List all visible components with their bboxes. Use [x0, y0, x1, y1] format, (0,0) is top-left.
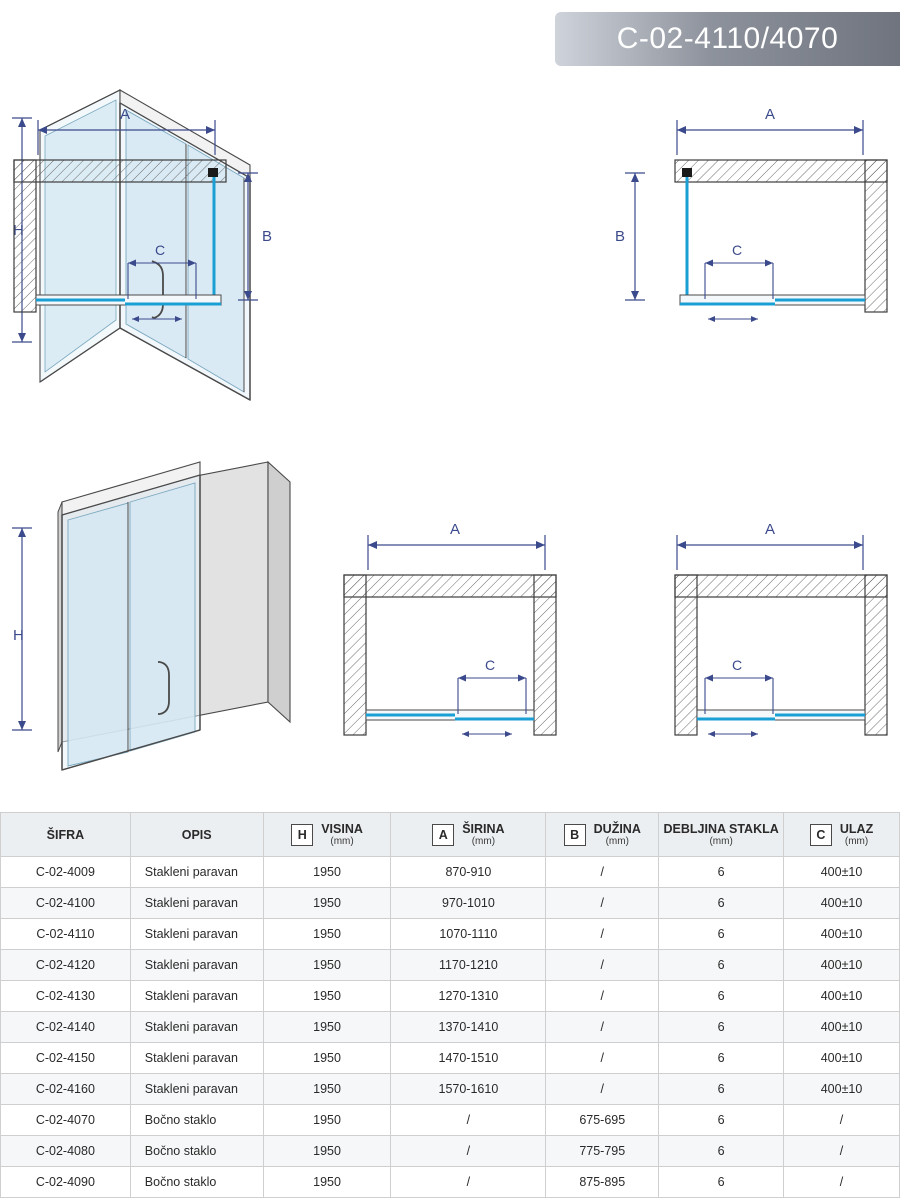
table-header-label: VISINA (mm)	[321, 822, 363, 847]
table-cell: 1950	[263, 919, 391, 950]
table-cell: 400±10	[784, 1043, 900, 1074]
table-cell: Stakleni paravan	[130, 919, 263, 950]
dimension-a-6	[677, 535, 863, 570]
dimension-b-3	[625, 173, 645, 300]
table-row	[1, 1043, 900, 1074]
table-cell: 1950	[263, 1136, 391, 1167]
table-cell: 1950	[263, 950, 391, 981]
table-cell: 6	[659, 1043, 784, 1074]
drawing-plan-view-left	[0, 85, 300, 365]
table-cell: /	[546, 857, 659, 888]
table-cell: 6	[659, 1012, 784, 1043]
table-cell: 1370-1410	[391, 1012, 546, 1043]
sliding-door-right-2	[130, 483, 195, 751]
table-body	[1, 857, 900, 1198]
header-symbol-b-icon: B	[564, 824, 586, 846]
product-title-banner	[555, 12, 900, 66]
table-cell: 870-910	[391, 857, 546, 888]
slide-direction-arrows-6	[708, 731, 758, 737]
table-cell: Stakleni paravan	[130, 888, 263, 919]
table-row	[1, 1167, 900, 1198]
table-cell: /	[546, 1012, 659, 1043]
table-header-label: ŠIFRA	[46, 827, 85, 842]
wall-top-5	[344, 575, 556, 597]
table-cell: 400±10	[784, 1012, 900, 1043]
table-header-label: DUŽINA (mm)	[593, 822, 641, 847]
table-cell: 6	[659, 1105, 784, 1136]
table-cell: 6	[659, 1167, 784, 1198]
header-symbol-h-icon: H	[291, 824, 313, 846]
table-header-label: OPIS	[181, 827, 212, 842]
wall-left-5	[344, 575, 366, 735]
table-cell: Stakleni paravan	[130, 857, 263, 888]
dimension-c-3	[705, 260, 773, 300]
sliding-door-left-2	[68, 503, 128, 766]
dimension-a-2	[38, 120, 215, 155]
table-cell: 1950	[263, 888, 391, 919]
table-cell: /	[546, 1043, 659, 1074]
header-symbol-a-icon: A	[432, 824, 454, 846]
table-cell: /	[391, 1167, 546, 1198]
table-cell: 970-1010	[391, 888, 546, 919]
slide-direction-arrows-5	[462, 731, 512, 737]
dimension-a-5	[368, 535, 545, 570]
dimension-label-c-2: C	[155, 242, 166, 258]
table-cell: 1950	[263, 857, 391, 888]
table-cell: C-02-4009	[1, 857, 131, 888]
table-cell: C-02-4120	[1, 950, 131, 981]
table-header-unit: (mm)	[844, 836, 869, 847]
table-cell: 1950	[263, 1167, 391, 1198]
table-cell: 1950	[263, 1074, 391, 1105]
table-cell: 400±10	[784, 919, 900, 950]
table-cell: 1950	[263, 1105, 391, 1136]
dimension-label-c-6: C	[732, 657, 743, 673]
table-header-row	[1, 813, 900, 857]
slide-direction-arrows-2	[132, 316, 182, 322]
table-row	[1, 1136, 900, 1167]
table-header-cell-3	[391, 813, 546, 857]
table-row	[1, 857, 900, 888]
dimension-label-b-3: B	[615, 228, 626, 245]
dimension-label-h-2: H	[13, 627, 24, 644]
wall-top-6	[675, 575, 887, 597]
table-row	[1, 1074, 900, 1105]
table-cell: C-02-4070	[1, 1105, 131, 1136]
table-header-cell-0	[1, 813, 131, 857]
table-row	[1, 950, 900, 981]
table-cell: Stakleni paravan	[130, 1043, 263, 1074]
glass-connector-2	[208, 168, 218, 177]
table-header-label: DEBLJINA STAKLA (mm)	[663, 822, 779, 847]
dimension-label-a-3: A	[765, 106, 776, 123]
table-cell: /	[784, 1136, 900, 1167]
table-cell: 1950	[263, 981, 391, 1012]
table-header-cell-5	[659, 813, 784, 857]
table-cell: Bočno staklo	[130, 1136, 263, 1167]
slide-direction-arrows-3	[708, 316, 758, 322]
dimension-label-b-2: B	[262, 228, 273, 245]
table-header-cell-4	[546, 813, 659, 857]
niche-right-wall	[268, 462, 290, 722]
table-cell: C-02-4090	[1, 1167, 131, 1198]
table-cell: 1470-1510	[391, 1043, 546, 1074]
table-row	[1, 1105, 900, 1136]
table-cell: Bočno staklo	[130, 1105, 263, 1136]
drawing-3d-niche-enclosure	[0, 440, 340, 800]
dimension-label-c-5: C	[485, 657, 496, 673]
table-cell: 400±10	[784, 1074, 900, 1105]
table-cell: 6	[659, 981, 784, 1012]
wall-right-6	[865, 575, 887, 735]
table-cell: Stakleni paravan	[130, 950, 263, 981]
table-header-unit: (mm)	[605, 836, 629, 847]
table-cell: 875-895	[546, 1167, 659, 1198]
table-row	[1, 919, 900, 950]
wall-right-5	[534, 575, 556, 735]
table-cell: Stakleni paravan	[130, 981, 263, 1012]
table-row	[1, 1012, 900, 1043]
table-header-cell-1	[130, 813, 263, 857]
table-header-label: ULAZ (mm)	[839, 822, 874, 847]
table-cell: /	[546, 950, 659, 981]
header-symbol-c-icon: C	[810, 824, 832, 846]
table-cell: /	[784, 1105, 900, 1136]
dimension-c-5	[458, 675, 526, 715]
table-cell: 6	[659, 857, 784, 888]
table-cell: 6	[659, 950, 784, 981]
table-cell: 6	[659, 1136, 784, 1167]
page-title: C-02-4110/4070	[616, 22, 839, 55]
dimension-label-a-2: A	[120, 106, 131, 123]
specification-table	[0, 812, 900, 1198]
wall-top-2	[14, 160, 226, 182]
dimension-label-a-5: A	[450, 521, 461, 538]
table-cell: 400±10	[784, 950, 900, 981]
table-header-cell-6	[784, 813, 900, 857]
dimension-c-2	[128, 260, 196, 300]
table-cell: 1570-1610	[391, 1074, 546, 1105]
table-cell: 6	[659, 919, 784, 950]
glass-connector-3	[682, 168, 692, 177]
table-cell: C-02-4140	[1, 1012, 131, 1043]
dimension-label-c-3: C	[732, 242, 743, 258]
table-cell: 400±10	[784, 888, 900, 919]
table-header-unit: (mm)	[330, 836, 354, 847]
table-cell: 1950	[263, 1043, 391, 1074]
table-cell: Stakleni paravan	[130, 1012, 263, 1043]
specification-table-wrapper	[0, 812, 900, 1198]
table-cell: 775-795	[546, 1136, 659, 1167]
table-cell: C-02-4080	[1, 1136, 131, 1167]
table-cell: /	[391, 1105, 546, 1136]
table-cell: 6	[659, 888, 784, 919]
wall-right-3	[865, 160, 887, 312]
drawing-niche-plan-right	[615, 500, 900, 780]
wall-left-2	[14, 160, 36, 312]
table-cell: 400±10	[784, 981, 900, 1012]
wall-top-3	[675, 160, 887, 182]
table-cell: 675-695	[546, 1105, 659, 1136]
table-header-unit: (mm)	[709, 836, 733, 847]
table-cell: C-02-4130	[1, 981, 131, 1012]
table-cell: C-02-4160	[1, 1074, 131, 1105]
table-cell: C-02-4110	[1, 919, 131, 950]
dimension-a-3	[677, 120, 863, 155]
table-cell: 1270-1310	[391, 981, 546, 1012]
drawing-niche-plan-left	[330, 500, 630, 780]
drawing-plan-view-right	[615, 85, 900, 365]
table-header-unit: (mm)	[471, 836, 496, 847]
dimension-c-6	[705, 675, 773, 715]
table-cell: 6	[659, 1074, 784, 1105]
table-header	[1, 813, 900, 857]
table-cell: /	[391, 1136, 546, 1167]
table-cell: /	[546, 981, 659, 1012]
table-cell: 400±10	[784, 857, 900, 888]
table-cell: C-02-4150	[1, 1043, 131, 1074]
table-row	[1, 981, 900, 1012]
dimension-b-2	[238, 173, 258, 300]
table-cell: 1070-1110	[391, 919, 546, 950]
table-header-cell-2	[263, 813, 391, 857]
table-row	[1, 888, 900, 919]
table-cell: 1170-1210	[391, 950, 546, 981]
table-cell: /	[546, 888, 659, 919]
table-cell: Stakleni paravan	[130, 1074, 263, 1105]
table-cell: C-02-4100	[1, 888, 131, 919]
table-cell: 1950	[263, 1012, 391, 1043]
table-cell: Bočno staklo	[130, 1167, 263, 1198]
table-header-label: ŠIRINA (mm)	[462, 822, 505, 847]
wall-left-6	[675, 575, 697, 735]
table-cell: /	[784, 1167, 900, 1198]
table-cell: /	[546, 1074, 659, 1105]
table-cell: /	[546, 919, 659, 950]
dimension-label-a-6: A	[765, 521, 776, 538]
